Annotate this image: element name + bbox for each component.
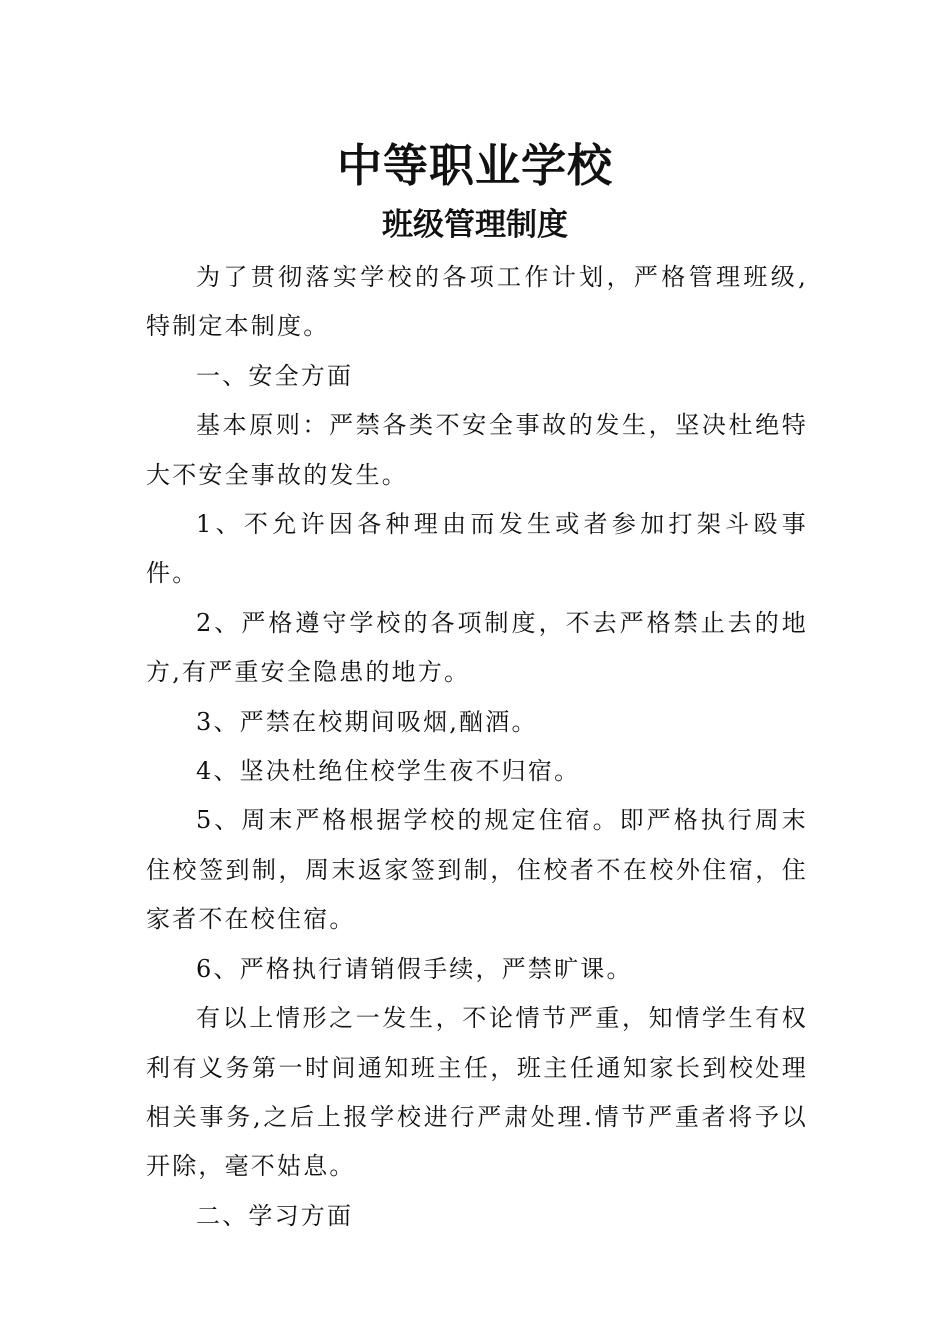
section-heading-study: 二、学习方面 <box>196 1201 354 1230</box>
consequence-paragraph: 有以上情形之一发生，不论情节严重，知情学生有权利有义务第一时间通知班主任，班主任通知家长到校处理相关事务,之后上报学校进行严肃处理.情节严重者将予以开除，毫不姑息。 <box>146 1004 808 1181</box>
document-subtitle: 班级管理制度 <box>382 207 568 243</box>
rule-item-3: 3、严禁在校期间吸烟,酗酒。 <box>196 707 538 736</box>
intro-paragraph: 为了贯彻落实学校的各项工作计划，严格管理班级,特制定本制度。 <box>146 263 808 341</box>
rule-item-6: 6、严格执行请销假手续，严禁旷课。 <box>196 954 633 983</box>
rule-item-2: 2、严格遵守学校的各项制度，不去严格禁止去的地方,有严重安全隐患的地方。 <box>146 608 808 687</box>
rule-item-4: 4、坚决杜绝住校学生夜不归宿。 <box>196 757 581 786</box>
rule-item-5: 5、周末严格根据学校的规定住宿。即严格执行周末住校签到制，周末返家签到制，住校者不在校外住宿，住家者不在校住宿。 <box>146 806 808 934</box>
section-heading-safety: 一、安全方面 <box>196 361 354 390</box>
document-body <box>146 253 808 1241</box>
document-title: 中等职业学校 <box>336 139 613 192</box>
basic-principle-paragraph: 基本原则：严禁各类不安全事故的发生，坚决杜绝特大不安全事故的发生。 <box>146 411 808 489</box>
rule-item-1: 1、不允许因各种理由而发生或者参加打架斗殴事件。 <box>146 510 808 588</box>
